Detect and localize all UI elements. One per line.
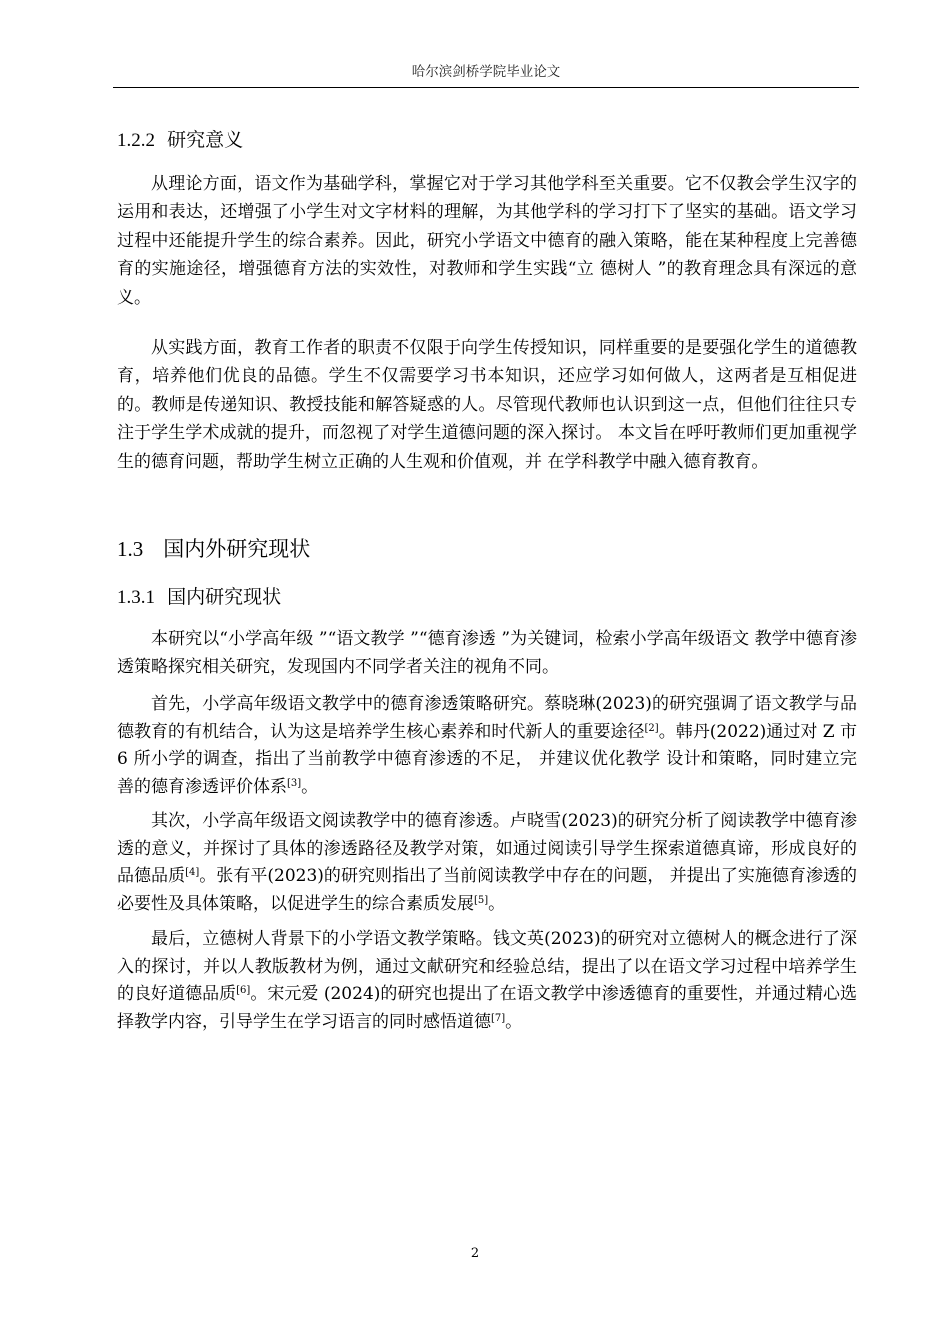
citation-ref: [2] — [644, 722, 659, 734]
paragraph-text: 。宋元爱 (2024)的研究也提出了在语文教学中渗透德育的重要性，并通过精心选择教学内容，引导学生在学习语言的同时感悟道德 — [117, 984, 857, 1032]
section-heading-1-3-1 — [117, 584, 281, 611]
paragraph-third — [117, 926, 857, 1036]
section-title: 国内研究现状 — [167, 586, 282, 608]
citation-ref: [7] — [491, 1012, 506, 1024]
running-header: 哈尔滨剑桥学院毕业论文 — [411, 64, 561, 80]
section-number: 1.3.1 — [117, 587, 155, 608]
citation-ref: [5] — [474, 894, 489, 906]
paragraph-theory: 从理论方面，语文作为基础学科，掌握它对于学习其他学科至关重要。它不仅教会学生汉字的运用和表达，还增强了小学生对文字材料的理解，为其他学科的学习打下了坚实的基础。语文学习过程中还能提升学生的综合素养。因此，研究小学语文中德育的融入策略，能在某种程度上完善德育的实施途径，增强德育方法的实效性，对教师和学生实践“立 德树人 ”的教育理念具有深远的意义。 — [117, 174, 857, 308]
paragraph-text: 。张有平(2023)的研究则指出了当前阅读教学中存在的问题， 并提出了实施德育渗透的必要性及具体策略，以促进学生的综合素质发展 — [117, 866, 857, 914]
section-title: 研究意义 — [167, 129, 244, 151]
paragraph-first — [117, 691, 857, 801]
section-number: 1.2.2 — [117, 130, 155, 151]
paragraph-text: 。 — [505, 1011, 523, 1032]
section-heading-1-2-2 — [117, 127, 243, 154]
paragraph-text: 。 — [488, 893, 506, 914]
header-divider — [113, 87, 859, 88]
paragraph-text: 。 — [301, 776, 319, 797]
paragraph-practice: 从实践方面，教育工作者的职责不仅限于向学生传授知识，同样重要的是要强化学生的道德教育，培养他们优良的品德。学生不仅需要学习书本知识，还应学习如何做人，这两者是互相促进的。教师是传递知识、教授技能和解答疑惑的人。尽管现代教师也认识到这一点，但他们往往只专注于学生学术成就的提升，而忽视了对学生道德问题的深入探讨。 本文旨在呼吁教师们更加重视学生的德育问题，帮助学生树立正确的人生观和价值观，并 在学科教学中融入德育教育。 — [117, 338, 857, 472]
citation-ref: [4] — [185, 867, 200, 879]
paragraph-second — [117, 808, 857, 918]
paragraph-text: 。韩丹(2022)通过对 Z 市 6 所小学的调查，指出了当前教学中德育渗透的不足， 并建议优化教学 设计和策略，同时建立完善的德育渗透评价体系 — [117, 721, 857, 797]
section-number: 1.3 — [117, 537, 144, 561]
paragraph-text: 最后，立德树人背景下的小学语文教学策略。钱文英(2023)的研究对立德树人的概念进行了深入的探讨，并以人教版教材为例，通过文献研究和经验总结，提出了以在语文学习过程中培养学生的良好道德品质 — [117, 929, 857, 1005]
paragraph-intro: 本研究以“小学高年级 ”“语文教学 ”“德育渗透 ”为关键词，检索小学高年级语文 教学中德育渗透策略探究相关研究，发现国内不同学者关注的视角不同。 — [117, 629, 857, 677]
paragraph-text: 首先，小学高年级语文教学中的德育渗透策略研究。蔡晓琳(2023)的研究强调了语文教学与品德教育的有机结合，认为这是培养学生核心素养和时代新人的重要途径 — [117, 694, 857, 742]
citation-ref: [3] — [287, 777, 302, 789]
page-number: 2 — [470, 1246, 480, 1261]
section-title: 国内外研究现状 — [163, 537, 311, 561]
citation-ref: [6] — [236, 985, 251, 997]
paragraph-text: 其次，小学高年级语文阅读教学中的德育渗透。卢晓雪(2023)的研究分析了阅读教学中德育渗透的意义，并探讨了具体的渗透路径及教学对策，如通过阅读引导学生探索道德真谛，形成良好的品德品质 — [117, 811, 857, 887]
section-heading-1-3 — [117, 535, 310, 563]
